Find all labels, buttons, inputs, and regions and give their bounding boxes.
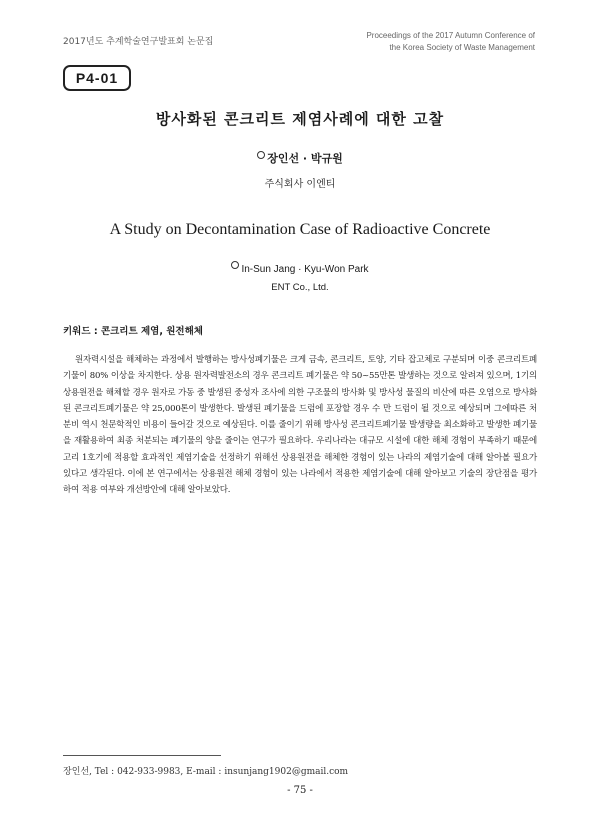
korean-title: 방사화된 콘크리트 제염사례에 대한 고찰: [155, 110, 445, 128]
running-header-left: 2017년도 추계학술연구발표회 논문집: [63, 37, 214, 47]
header-right-line2: the Korea Society of Waste Management: [389, 43, 535, 52]
footnote-divider: [63, 755, 221, 756]
keywords: 키워드 : 콘크리트 제염, 원전해체: [63, 326, 203, 337]
paper-id-badge: P4-01: [63, 65, 131, 91]
english-authors-text: In-Sun Jang · Kyu-Won Park: [241, 264, 369, 275]
page-number: - 75 -: [287, 785, 313, 796]
abstract-body: 원자력시설을 해체하는 과정에서 발행하는 방사성폐기물은 크게 금속, 콘크리트, 토양, 기타 잡고체로 구분되며 이중 콘크리트폐기물이 80% 이상을 차지한다. 상용 원자력발전소의 경우 콘크리트 폐기물은 약 50~55만톤 발생하는 것으로 알려져 있으며, 1기의 상용원전을 해체할 경우 원자로 가동 중 발생된 중성자 조사에 의한 구조물의 방사화 및 방사성 물질의 비산에 따른 오염으로 방사화된 콘크리트폐기물은 약 25,000톤이 발생한다. 발생된 폐기물을 드럼에 포장할 경우 수 만 드럼이 될 것으로 예상되며 그에따른 처분비 역시 천문학적인 비용이 들어갈 것으로 예상된다. 이를 줄이기 위해 방사성 콘크리트폐기물 발생량을 최소화하고 발생한 폐기물을 재활용하여 최종 처분되는 폐기물의 양을 줄이는 연구가 필요하다. 우리나라는 대규모 시설에 대한 해체 경험이 부족하기 때문에 고리 1호기에 적용할 효과적인 제염기술을 선정하기 위해선 상용원전을 해체한 경험이 있는 나라의 제염기술에 대해 알아볼 필요가 있다고 생각된다. 이에 본 연구에서는 상용원전 해체 경험이 있는 나라에서 적용한 제염기술에 대해 알아보고 기술의 장단점을 평가하여 적용 여부와 개선방안에 대해 알아보았다.: [63, 355, 537, 496]
korean-authors-text: 장인선 · 박규원: [267, 152, 343, 165]
corresponding-author-icon: [231, 261, 239, 269]
english-authors: [0, 261, 600, 275]
korean-authors: [0, 150, 600, 166]
running-header-right: [366, 30, 535, 54]
header-right-line1: Proceedings of the 2017 Autumn Conference of: [366, 31, 535, 40]
english-affiliation: ENT Co., Ltd.: [271, 282, 329, 293]
footnote-contact: 장인선, Tel : 042-933-9983, E-mail : insunjang1902@gmail.com: [63, 767, 349, 777]
english-title: A Study on Decontamination Case of Radioactive Concrete: [109, 221, 491, 238]
corresponding-author-icon: [257, 151, 265, 159]
korean-affiliation: 주식회사 이엔티: [264, 179, 336, 190]
